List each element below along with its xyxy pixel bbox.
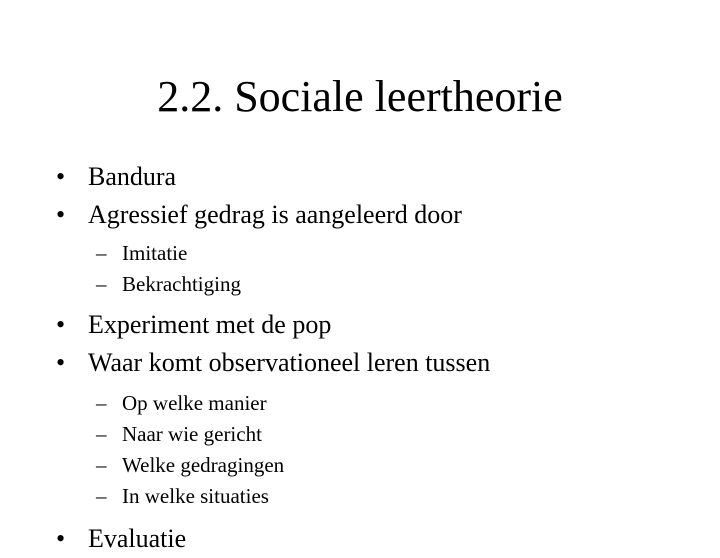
bullet-item [56,344,706,382]
bullet-item [56,520,706,558]
bullet-icon: • [56,524,66,553]
sub-item-text: Bekrachtiging [122,272,241,296]
sub-item [56,481,706,512]
bullet-text: Experiment met de pop [88,310,332,339]
sub-item-text: In welke situaties [122,484,269,508]
bullet-item [56,306,706,344]
bullet-text: Bandura [88,162,177,191]
dash-icon: – [96,241,107,265]
dash-icon: – [96,422,107,446]
dash-icon: – [96,453,107,477]
bullet-icon: • [56,310,66,339]
sub-list [56,238,706,300]
dash-icon: – [96,391,107,415]
bullet-text: Evaluatie [88,524,187,553]
sub-item [56,388,706,419]
sub-item [56,238,706,269]
sub-item [56,419,706,450]
slide-body [56,158,706,558]
sub-item-text: Welke gedragingen [122,453,285,477]
bullet-icon: • [56,162,66,191]
slide-title: 2.2. Sociale leertheorie [157,72,563,121]
bullet-icon: • [56,200,66,229]
bullet-icon: • [56,348,66,377]
sub-list [56,388,706,512]
sub-item [56,450,706,481]
bullet-item [56,196,706,234]
dash-icon: – [96,484,107,508]
bullet-item [56,158,706,196]
sub-item [56,269,706,300]
bullet-text: Waar komt observationeel leren tussen [88,348,491,377]
bullet-text: Agressief gedrag is aangeleerd door [88,200,462,229]
sub-item-text: Naar wie gericht [122,422,262,446]
dash-icon: – [96,272,107,296]
sub-item-text: Op welke manier [122,391,267,415]
sub-item-text: Imitatie [122,241,188,265]
